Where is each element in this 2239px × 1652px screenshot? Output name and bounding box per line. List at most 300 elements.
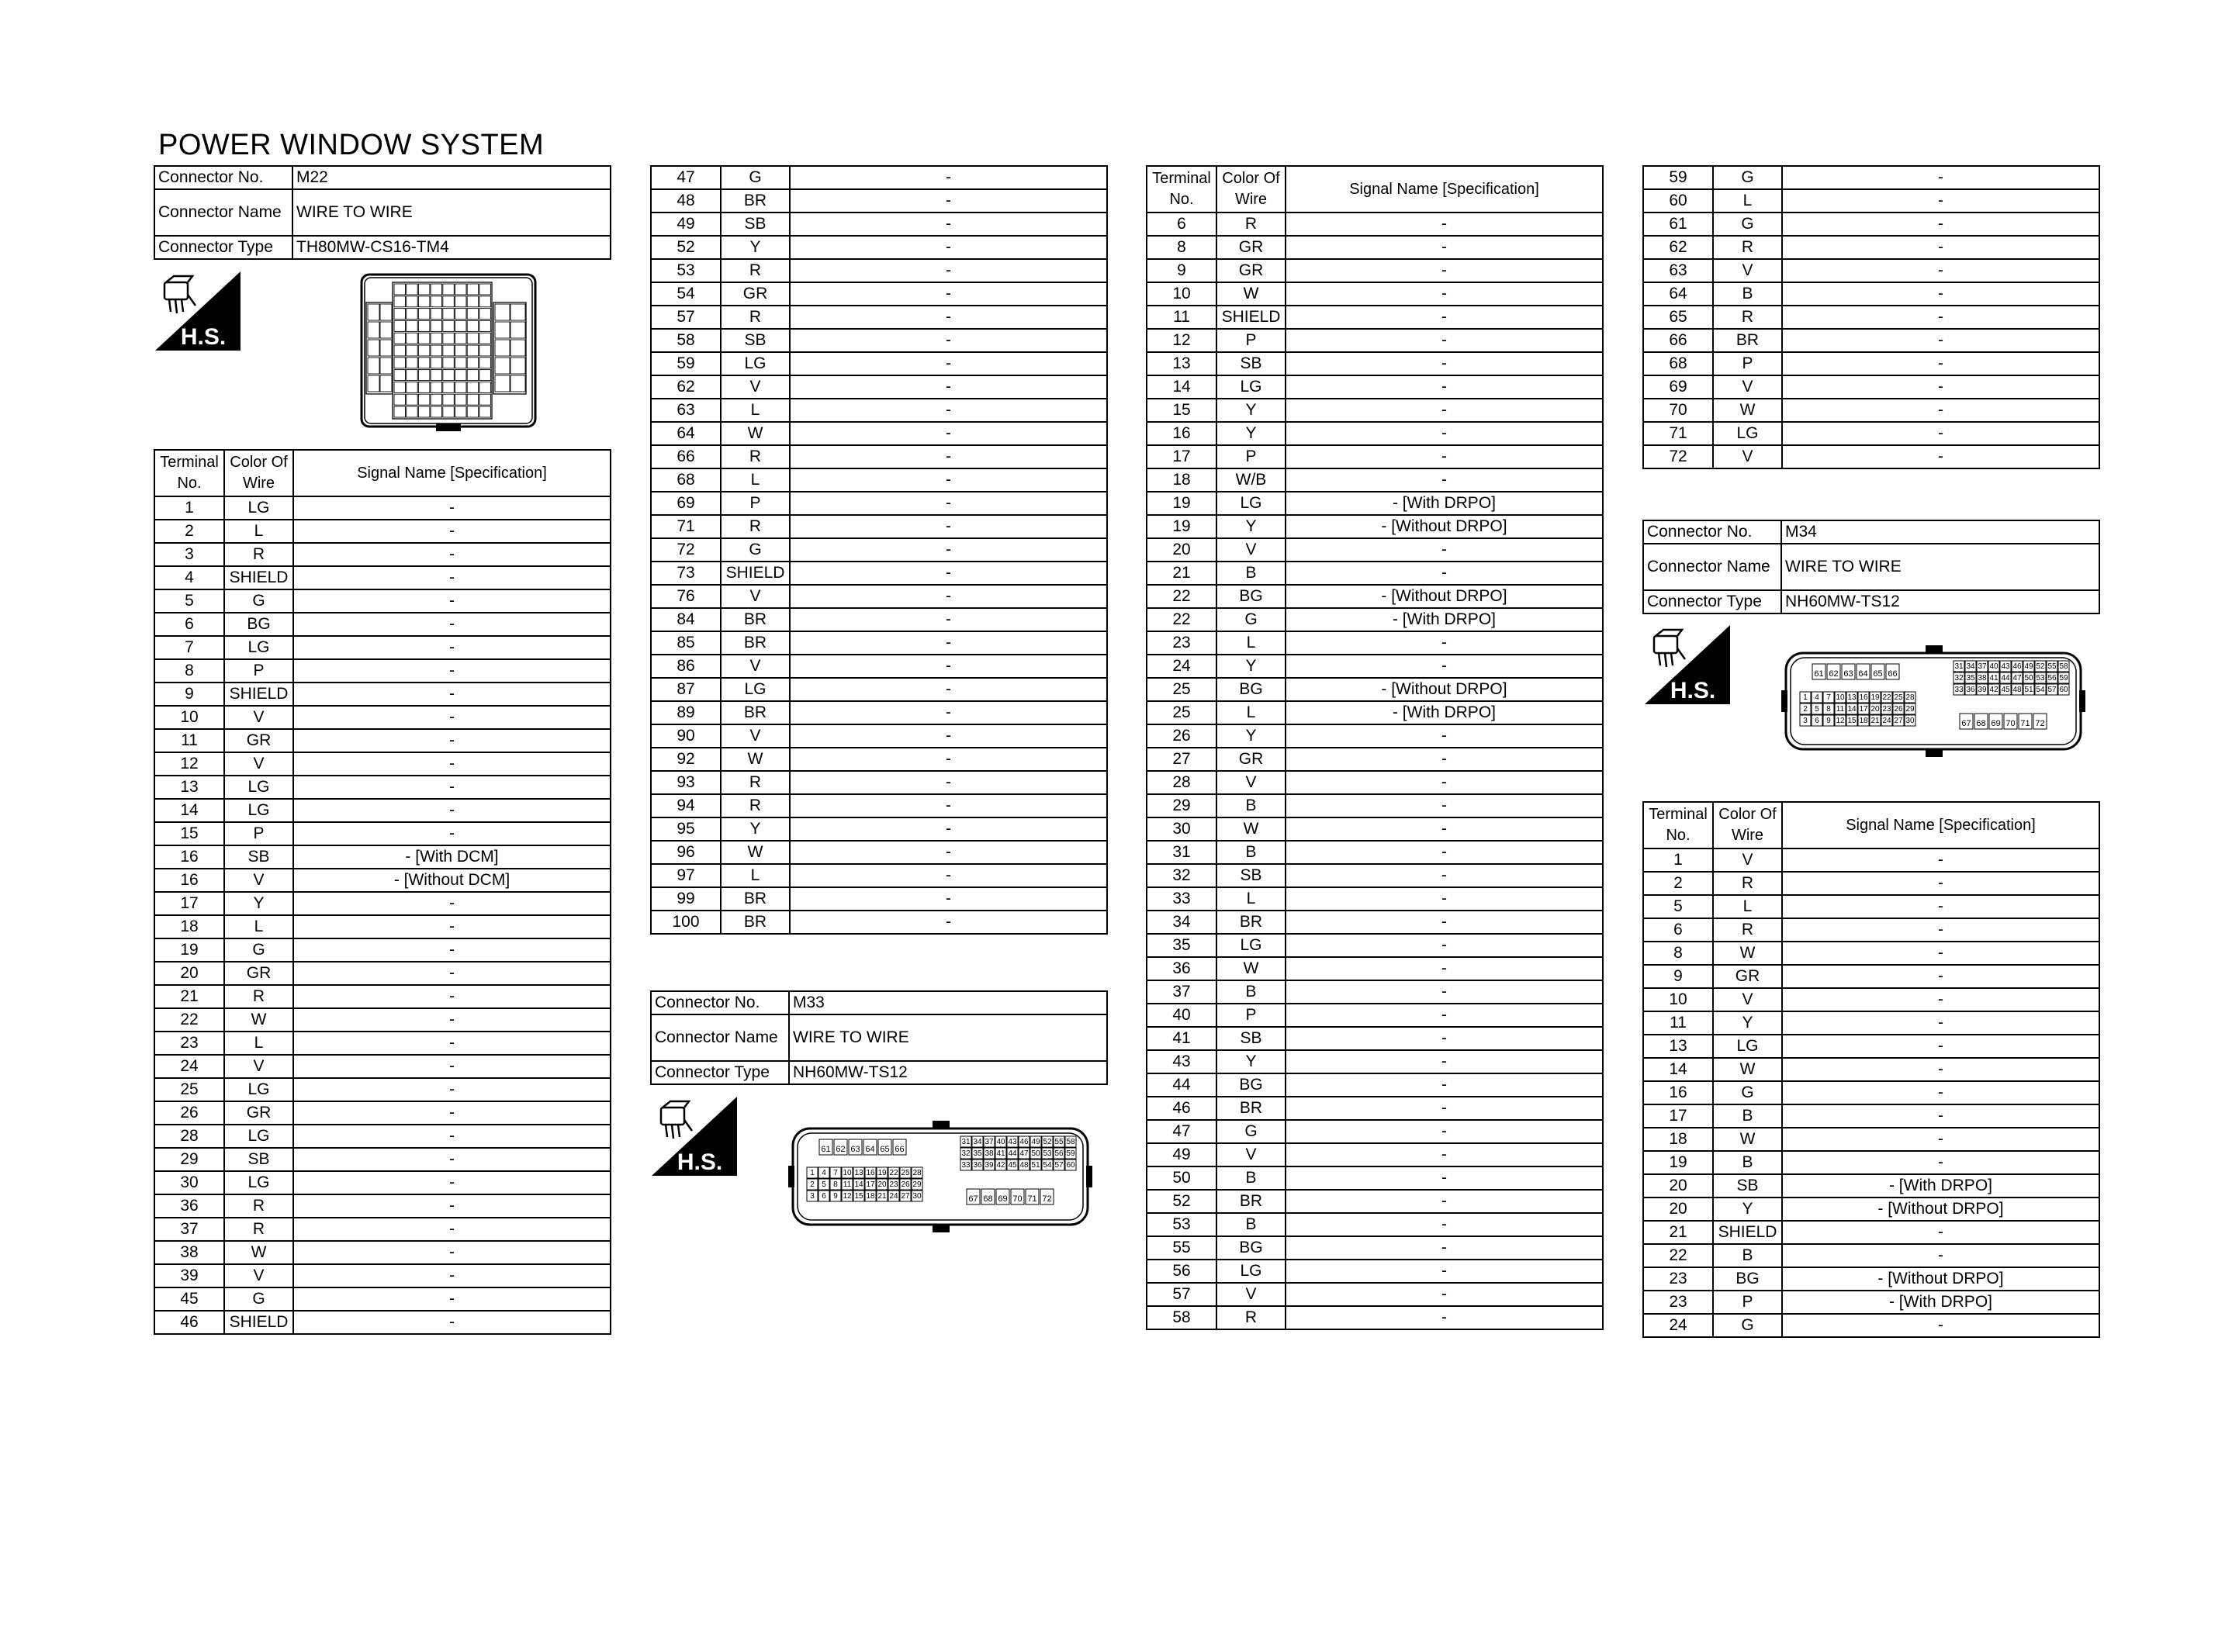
signal-name-cell: - <box>1782 1104 2099 1128</box>
pin-label: 54 <box>2036 686 2045 694</box>
wire-color-cell: L <box>224 915 293 938</box>
table-row <box>1147 1213 1603 1236</box>
table-row <box>1643 1035 2099 1058</box>
wire-color-cell: B <box>1713 1244 1782 1267</box>
connector-type-value: NH60MW-TS12 <box>789 1061 1107 1084</box>
terminal-no-cell: 4 <box>154 566 224 589</box>
wire-color-header <box>1713 802 1782 848</box>
wire-color-cell: V <box>1216 1143 1286 1166</box>
pin-label: 58 <box>2059 662 2068 671</box>
terminal-no-cell: 20 <box>154 962 224 985</box>
wire-color-cell: G <box>1713 1314 1782 1337</box>
pin-label: 60 <box>2059 686 2068 694</box>
wire-color-cell: LG <box>224 799 293 822</box>
table-row <box>154 659 611 683</box>
signal-name-cell: - <box>1782 352 2099 375</box>
hs-label: H.S. <box>677 1149 723 1175</box>
connector-name-label: Connector Name <box>154 189 292 236</box>
wire-color-cell: V <box>224 1264 293 1287</box>
pin-label: 14 <box>1847 705 1857 714</box>
table-row <box>154 915 611 938</box>
table-row <box>651 608 1107 631</box>
signal-name-cell: - <box>1286 1097 1603 1120</box>
wire-color-cell: SHIELD <box>1216 306 1286 329</box>
wire-color-cell: R <box>721 259 790 282</box>
terminal-no-cell: 10 <box>1147 282 1216 306</box>
wire-color-cell: B <box>1216 794 1286 817</box>
pin-label: 6 <box>1815 717 1819 725</box>
table-row <box>651 515 1107 538</box>
table-row <box>1643 1174 2099 1198</box>
signal-name-cell: - <box>790 678 1107 701</box>
pin-label: 39 <box>985 1161 994 1170</box>
table-row <box>1147 1027 1603 1050</box>
table-row <box>651 468 1107 492</box>
pin-label: 17 <box>1859 705 1868 714</box>
table-row <box>154 636 611 659</box>
terminal-no-cell: 18 <box>154 915 224 938</box>
pin-label: 65 <box>1873 669 1883 679</box>
terminal-header-line2: No. <box>1169 191 1194 208</box>
terminal-no-cell: 19 <box>1643 1151 1713 1174</box>
wire-color-cell: GR <box>1216 748 1286 771</box>
signal-name-cell: - <box>1286 771 1603 794</box>
pin-label: 52 <box>2036 662 2045 671</box>
terminal-no-header <box>1643 802 1713 848</box>
wire-color-cell: Y <box>721 236 790 259</box>
wire-color-header <box>224 450 293 496</box>
terminal-no-cell: 2 <box>154 520 224 543</box>
pin-label: 4 <box>822 1169 826 1177</box>
terminal-no-cell: 16 <box>1643 1081 1713 1104</box>
table-row <box>1147 468 1603 492</box>
signal-name-cell: - <box>293 822 611 845</box>
pin-label: 69 <box>998 1194 1008 1204</box>
page-title: POWER WINDOW SYSTEM <box>158 129 545 161</box>
pin-label: 26 <box>1894 705 1903 714</box>
pin-label: 47 <box>1019 1149 1029 1158</box>
terminal-no-cell: 21 <box>154 985 224 1008</box>
wire-color-cell: BG <box>1216 1236 1286 1260</box>
terminal-no-cell: 28 <box>1147 771 1216 794</box>
table-row <box>651 864 1107 887</box>
terminal-no-cell: 87 <box>651 678 721 701</box>
signal-name-cell: - <box>1782 1035 2099 1058</box>
pin-label: 9 <box>1826 717 1831 725</box>
terminal-no-cell: 29 <box>154 1148 224 1171</box>
table-row <box>1643 189 2099 213</box>
terminal-no-cell: 57 <box>651 306 721 329</box>
terminal-no-cell: 19 <box>1147 492 1216 515</box>
table-row <box>154 1032 611 1055</box>
terminal-no-cell: 52 <box>1147 1190 1216 1213</box>
signal-name-cell: - <box>790 213 1107 236</box>
signal-name-cell: - <box>293 729 611 752</box>
terminal-no-cell: 37 <box>154 1218 224 1241</box>
table-row <box>1147 282 1603 306</box>
wire-color-cell: P <box>1713 1291 1782 1314</box>
terminal-no-cell: 21 <box>1643 1221 1713 1244</box>
terminal-no-cell: 9 <box>1147 259 1216 282</box>
terminal-no-cell: 10 <box>1643 988 1713 1011</box>
terminal-no-cell: 59 <box>1643 166 1713 189</box>
table-row <box>154 962 611 985</box>
pin-label: 42 <box>996 1161 1005 1170</box>
signal-name-cell: - <box>293 659 611 683</box>
connector-face-m34 <box>1781 644 2085 759</box>
signal-name-cell: - <box>790 562 1107 585</box>
pin-label: 42 <box>1989 686 1998 694</box>
terminal-no-cell: 62 <box>1643 236 1713 259</box>
wire-color-cell: W <box>1216 282 1286 306</box>
table-row <box>1147 934 1603 957</box>
terminal-no-cell: 19 <box>154 938 224 962</box>
table-row <box>651 282 1107 306</box>
wire-color-cell: L <box>721 864 790 887</box>
signal-name-cell: - <box>1286 631 1603 655</box>
terminal-no-cell: 11 <box>154 729 224 752</box>
signal-name-cell: - <box>790 841 1107 864</box>
signal-name-cell: - <box>1286 1190 1603 1213</box>
signal-name-cell: - <box>1286 236 1603 259</box>
signal-name-cell: - [With DRPO] <box>1782 1291 2099 1314</box>
wire-color-cell: L <box>224 520 293 543</box>
terminal-no-cell: 63 <box>651 399 721 422</box>
terminal-no-cell: 14 <box>1147 375 1216 399</box>
pin-label: 37 <box>985 1138 994 1146</box>
terminal-no-cell: 22 <box>1147 585 1216 608</box>
signal-name-cell: - [With DRPO] <box>1782 1174 2099 1198</box>
signal-name-cell: - <box>1782 259 2099 282</box>
wire-color-cell: SB <box>1216 864 1286 887</box>
table-row <box>1643 988 2099 1011</box>
table-row <box>154 706 611 729</box>
wire-color-cell: LG <box>224 496 293 520</box>
pin-label: 50 <box>2024 674 2033 683</box>
wire-color-cell: SHIELD <box>721 562 790 585</box>
wire-color-header <box>1216 166 1286 213</box>
terminal-no-cell: 7 <box>154 636 224 659</box>
pin-label: 57 <box>1054 1161 1064 1170</box>
terminal-no-cell: 58 <box>651 329 721 352</box>
terminal-no-cell: 22 <box>154 1008 224 1032</box>
pin-label: 31 <box>1954 662 1964 671</box>
wire-color-cell: R <box>721 771 790 794</box>
pin-label: 67 <box>1961 719 1971 728</box>
table-row <box>651 166 1107 189</box>
terminal-no-cell: 20 <box>1643 1174 1713 1198</box>
terminal-no-cell: 45 <box>154 1287 224 1311</box>
wire-color-cell: V <box>721 724 790 748</box>
wire-color-cell: Y <box>1216 655 1286 678</box>
wire-color-cell: BR <box>721 887 790 911</box>
table-row <box>154 1241 611 1264</box>
terminal-no-cell: 23 <box>1643 1291 1713 1314</box>
table-row <box>154 1078 611 1101</box>
terminal-no-cell: 40 <box>1147 1004 1216 1027</box>
terminal-no-cell: 37 <box>1147 980 1216 1004</box>
wire-color-cell: R <box>721 515 790 538</box>
pin-label: 52 <box>1043 1138 1052 1146</box>
pin-label: 61 <box>821 1145 831 1154</box>
table-row <box>651 306 1107 329</box>
table-row <box>1643 918 2099 942</box>
terminal-header-line2: No. <box>1666 827 1690 844</box>
signal-name-cell: - [With DRPO] <box>1286 492 1603 515</box>
table-row <box>1147 1190 1603 1213</box>
terminal-no-cell: 8 <box>1643 942 1713 965</box>
table-row <box>154 1125 611 1148</box>
terminal-no-cell: 85 <box>651 631 721 655</box>
signal-name-cell: - <box>1286 724 1603 748</box>
terminal-no-cell: 66 <box>1643 329 1713 352</box>
signal-name-cell: - <box>790 306 1107 329</box>
terminal-no-cell: 59 <box>651 352 721 375</box>
pin-label: 40 <box>996 1138 1005 1146</box>
pin-label: 58 <box>1066 1138 1075 1146</box>
terminal-no-cell: 13 <box>154 776 224 799</box>
pin-label: 63 <box>1843 669 1853 679</box>
pin-label: 19 <box>1870 693 1880 702</box>
pin-label: 23 <box>1882 705 1891 714</box>
pin-label: 10 <box>1836 693 1845 702</box>
terminal-no-cell: 13 <box>1147 352 1216 375</box>
signal-name-cell: - <box>293 1032 611 1055</box>
terminal-no-cell: 46 <box>154 1311 224 1334</box>
terminal-no-cell: 1 <box>1643 848 1713 872</box>
table-row <box>1643 1104 2099 1128</box>
table-row <box>651 352 1107 375</box>
signal-name-cell: - <box>1286 1236 1603 1260</box>
signal-name-cell: - <box>293 543 611 566</box>
signal-name-cell: - <box>1782 329 2099 352</box>
pin-label: 12 <box>843 1192 852 1201</box>
table-row <box>651 538 1107 562</box>
wire-color-cell: SB <box>1713 1174 1782 1198</box>
connector-no-label: Connector No. <box>154 166 292 189</box>
connector-type-label: Connector Type <box>1643 590 1781 613</box>
terminal-no-cell: 20 <box>1643 1198 1713 1221</box>
wire-color-cell: G <box>721 166 790 189</box>
terminal-no-cell: 27 <box>1147 748 1216 771</box>
wire-color-cell: SB <box>224 1148 293 1171</box>
signal-name-cell: - <box>1782 1151 2099 1174</box>
signal-name-cell: - <box>1782 918 2099 942</box>
pin-label: 71 <box>2020 719 2030 728</box>
terminal-no-cell: 2 <box>1643 872 1713 895</box>
wire-color-cell: Y <box>1713 1011 1782 1035</box>
table-row <box>154 683 611 706</box>
terminal-no-cell: 65 <box>1643 306 1713 329</box>
wire-color-cell: SHIELD <box>224 566 293 589</box>
signal-name-cell: - <box>1782 895 2099 918</box>
pin-label: 57 <box>2047 686 2057 694</box>
table-row <box>154 1171 611 1194</box>
table-row <box>1147 1073 1603 1097</box>
side-key <box>1086 1166 1092 1187</box>
pin-label: 24 <box>1882 717 1891 725</box>
terminal-no-cell: 21 <box>1147 562 1216 585</box>
terminal-no-cell: 23 <box>1147 631 1216 655</box>
signal-name-cell: - <box>790 911 1107 934</box>
table-row <box>1147 817 1603 841</box>
terminal-no-cell: 99 <box>651 887 721 911</box>
wire-color-cell: G <box>224 938 293 962</box>
terminal-no-cell: 41 <box>1147 1027 1216 1050</box>
table-row <box>1147 794 1603 817</box>
wire-color-cell: R <box>721 794 790 817</box>
terminal-no-cell: 12 <box>154 752 224 776</box>
connector-info-m33 <box>650 990 1108 1085</box>
table-row <box>1643 1151 2099 1174</box>
table-row <box>1643 282 2099 306</box>
terminal-no-cell: 24 <box>1643 1314 1713 1337</box>
table-row <box>1147 841 1603 864</box>
wire-color-cell: LG <box>224 636 293 659</box>
table-row <box>651 562 1107 585</box>
table-row <box>1643 259 2099 282</box>
wire-color-cell: BR <box>721 189 790 213</box>
signal-name-cell: - <box>293 1008 611 1032</box>
wire-color-cell: B <box>1713 1151 1782 1174</box>
table-row <box>1643 965 2099 988</box>
terminal-no-cell: 33 <box>1147 887 1216 911</box>
signal-name-cell: - <box>1782 445 2099 468</box>
signal-name-cell: - <box>293 566 611 589</box>
table-row <box>1147 562 1603 585</box>
signal-name-cell: - <box>790 724 1107 748</box>
connector-name-value: WIRE TO WIRE <box>292 189 611 236</box>
wire-color-cell: BR <box>721 701 790 724</box>
terminal-no-cell: 89 <box>651 701 721 724</box>
terminal-no-cell: 50 <box>1147 1166 1216 1190</box>
wire-color-cell: L <box>721 399 790 422</box>
terminal-header-line1: Terminal <box>160 454 219 471</box>
color-header-line2: Wire <box>1234 191 1268 208</box>
terminal-no-cell: 70 <box>1643 399 1713 422</box>
terminal-no-cell: 48 <box>651 189 721 213</box>
pin-label: 31 <box>961 1138 971 1146</box>
wire-color-cell: P <box>1216 1004 1286 1027</box>
signal-name-cell: - <box>293 1148 611 1171</box>
table-row <box>1147 748 1603 771</box>
signal-name-cell: - <box>293 799 611 822</box>
pin-label: 41 <box>1989 674 1998 683</box>
signal-name-cell: - <box>1782 236 2099 259</box>
wire-color-cell: LG <box>224 1078 293 1101</box>
table-row <box>1643 1267 2099 1291</box>
wire-color-cell: R <box>224 543 293 566</box>
wire-color-cell: L <box>1216 887 1286 911</box>
table-row <box>651 631 1107 655</box>
wire-color-cell: R <box>1216 1306 1286 1329</box>
signal-name-cell: - <box>1286 538 1603 562</box>
terminal-no-cell: 9 <box>154 683 224 706</box>
wire-color-cell: P <box>721 492 790 515</box>
connector-type-label: Connector Type <box>651 1061 789 1084</box>
table-row <box>1147 724 1603 748</box>
signal-name-cell: - <box>1286 957 1603 980</box>
wire-color-cell: BR <box>1713 329 1782 352</box>
wire-color-cell: W <box>1216 957 1286 980</box>
wire-color-cell: G <box>721 538 790 562</box>
table-row <box>651 724 1107 748</box>
wire-color-cell: GR <box>721 282 790 306</box>
wire-color-cell: BR <box>1216 1190 1286 1213</box>
pin-label: 22 <box>889 1169 898 1177</box>
pin-label: 37 <box>1978 662 1987 671</box>
pin-label: 27 <box>901 1192 910 1201</box>
wire-color-cell: W <box>1216 817 1286 841</box>
signal-name-cell: - <box>1782 166 2099 189</box>
signal-name-cell: - <box>790 655 1107 678</box>
terminal-no-cell: 25 <box>154 1078 224 1101</box>
wire-color-cell: V <box>1713 848 1782 872</box>
pin-label: 28 <box>912 1169 922 1177</box>
wire-color-cell: V <box>224 706 293 729</box>
wire-color-cell: LG <box>721 678 790 701</box>
pin-label: 34 <box>973 1138 982 1146</box>
table-row <box>1643 942 2099 965</box>
pin-label: 41 <box>996 1149 1005 1158</box>
table-row <box>651 445 1107 468</box>
pin-label: 64 <box>1858 669 1868 679</box>
side-key <box>788 1166 794 1187</box>
signal-name-cell: - <box>1286 655 1603 678</box>
signal-name-cell: - <box>1286 1073 1603 1097</box>
pin-label: 50 <box>1031 1149 1040 1158</box>
wire-color-cell: R <box>1713 236 1782 259</box>
latch <box>1926 749 1943 757</box>
table-row <box>1147 352 1603 375</box>
terminal-no-cell: 90 <box>651 724 721 748</box>
terminal-no-cell: 47 <box>1147 1120 1216 1143</box>
connector-name-label: Connector Name <box>651 1014 789 1061</box>
pin-label: 38 <box>985 1149 994 1158</box>
signal-name-cell: - <box>1286 1260 1603 1283</box>
signal-name-cell: - <box>1286 794 1603 817</box>
pin-label: 18 <box>866 1192 875 1201</box>
terminal-no-cell: 29 <box>1147 794 1216 817</box>
pin-label: 33 <box>1954 686 1964 694</box>
wire-color-cell: LG <box>1216 492 1286 515</box>
pin-label: 15 <box>1847 717 1857 725</box>
terminal-no-cell: 15 <box>154 822 224 845</box>
harness-side-icon <box>652 1097 737 1176</box>
signal-name-cell: - <box>293 683 611 706</box>
wire-color-cell: LG <box>1713 422 1782 445</box>
table-row <box>651 841 1107 864</box>
wire-color-cell: P <box>224 822 293 845</box>
terminal-no-cell: 19 <box>1147 515 1216 538</box>
side-key <box>1781 690 1787 712</box>
signal-name-cell: - <box>293 636 611 659</box>
pin-label: 68 <box>983 1194 993 1204</box>
pin-label: 35 <box>1966 674 1975 683</box>
wire-color-cell: G <box>224 1287 293 1311</box>
terminal-no-cell: 66 <box>651 445 721 468</box>
signal-name-cell: - [Without DRPO] <box>1286 515 1603 538</box>
terminal-no-cell: 16 <box>154 845 224 869</box>
wire-color-cell: G <box>1216 608 1286 631</box>
signal-name-cell: - <box>790 631 1107 655</box>
terminal-header-line1: Terminal <box>1649 806 1708 823</box>
wire-color-cell: Y <box>1216 724 1286 748</box>
terminal-no-cell: 15 <box>1147 399 1216 422</box>
pin-label: 9 <box>833 1192 838 1201</box>
pin-label: 5 <box>1815 705 1819 714</box>
terminal-no-cell: 76 <box>651 585 721 608</box>
